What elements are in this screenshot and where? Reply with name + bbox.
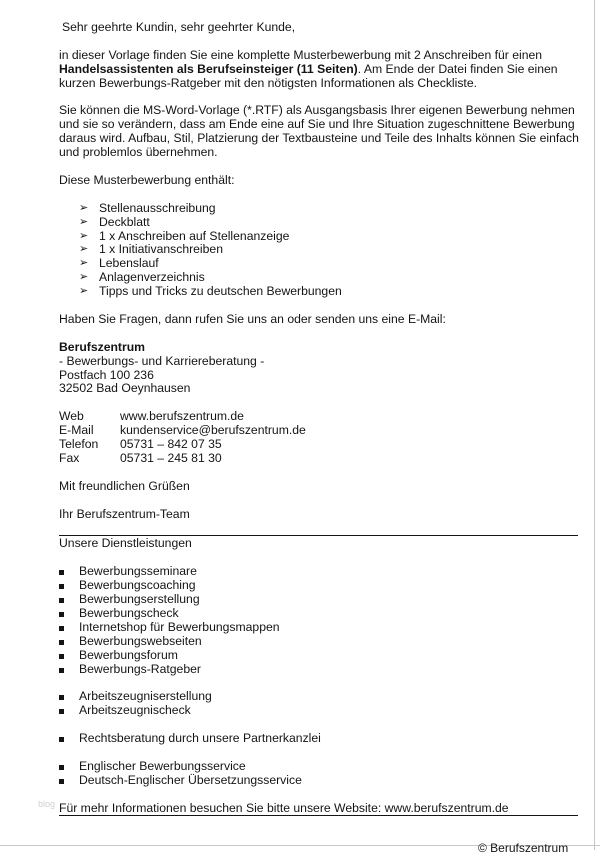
list-item: Deutsch-Englischer Übersetzungsservice <box>59 774 579 788</box>
square-bullet-icon <box>59 779 64 784</box>
arrow-bullet-icon: ➢ <box>79 257 89 270</box>
company-subtitle: - Bewerbungs- und Karriereberatung - <box>59 353 265 368</box>
contact-label: Web <box>59 409 84 424</box>
square-bullet-icon <box>59 695 64 700</box>
list-item: ➢ Deckblatt <box>79 214 150 229</box>
watermark-text: blog <box>38 799 56 809</box>
list-item: ➢ Lebenslauf <box>79 256 159 271</box>
usage-line-4: und problemlos übernehmen. <box>59 145 218 160</box>
intro-line-2 <box>59 63 579 77</box>
arrow-bullet-icon: ➢ <box>79 285 89 298</box>
list-item: ➢ Stellenausschreibung <box>79 200 216 215</box>
contact-label: Telefon <box>59 437 99 452</box>
intro-line-3: kurzen Bewerbungs-Ratgeber mit den nötigsten Informationen als Checkliste. <box>59 75 477 90</box>
arrow-bullet-icon: ➢ <box>79 201 89 214</box>
square-bullet-icon <box>59 570 64 575</box>
company-name: Berufszentrum <box>59 339 146 354</box>
services-heading: Unsere Dienstleistungen <box>59 536 192 551</box>
list-item: Bewerbungs-Ratgeber <box>59 663 579 677</box>
services-list-4 <box>59 760 579 788</box>
letter-body <box>59 21 579 816</box>
square-bullet-icon <box>59 626 64 631</box>
intro-line-2-rest: . Am Ende der Datei finden Sie einen <box>357 61 558 76</box>
list-item: ➢ Anlagenverzeichnis <box>79 270 205 285</box>
company-city: 32502 Bad Oeynhausen <box>59 381 191 396</box>
contact-label: E-Mail <box>59 423 94 438</box>
square-bullet-icon <box>59 765 64 770</box>
arrow-bullet-icon: ➢ <box>79 215 89 228</box>
signature: Ihr Berufszentrum-Team <box>59 506 190 521</box>
list-item: ➢ 1 x Anschreiben auf Stellenanzeige <box>79 228 290 243</box>
arrow-bullet-icon: ➢ <box>79 243 89 256</box>
list-item: Internetshop für Bewerbungsmappen <box>59 621 579 635</box>
intro-line-1: in dieser Vorlage finden Sie eine komplette Musterbewerbung mit 2 Anschreiben für einen <box>59 47 543 62</box>
list-item: Bewerbungserstellung <box>59 593 579 607</box>
arrow-bullet-icon: ➢ <box>79 229 89 242</box>
list-item: Englischer Bewerbungsservice <box>59 760 579 774</box>
email-link[interactable]: kundenservice@berufszentrum.de <box>120 423 306 438</box>
square-bullet-icon <box>59 584 64 589</box>
square-bullet-icon <box>59 737 64 742</box>
phone-value: 05731 – 842 07 35 <box>120 437 222 452</box>
contact-phone <box>59 438 579 452</box>
services-list-1 <box>59 565 579 676</box>
copyright-text: © Berufszentrum <box>478 841 569 855</box>
closing: Mit freundlichen Grüßen <box>59 478 190 493</box>
arrow-bullet-icon: ➢ <box>79 271 89 284</box>
footer-note: Für mehr Informationen besuchen Sie bitte unsere Website: www.berufszentrum.de <box>59 800 509 815</box>
square-bullet-icon <box>59 640 64 645</box>
page-border-right <box>594 0 595 850</box>
contact-label: Fax <box>59 450 80 465</box>
questions-text: Haben Sie Fragen, dann rufen Sie uns an oder senden uns eine E-Mail: <box>59 311 446 326</box>
greeting: Sehr geehrte Kundin, sehr geehrter Kunde, <box>62 20 296 34</box>
list-item: Bewerbungsseminare <box>59 565 579 579</box>
list-item: Bewerbungswebseiten <box>59 635 579 649</box>
list-item: ➢ 1 x Initiativanschreiben <box>79 242 223 257</box>
services-list-3 <box>59 732 579 746</box>
square-bullet-icon <box>59 612 64 617</box>
contact-email <box>59 424 579 438</box>
square-bullet-icon <box>59 598 64 603</box>
usage-line-1: Sie können die MS-Word-Vorlage (*.RTF) als Ausgangsbasis Ihrer eigenen Bewerbung nehmen <box>59 103 575 118</box>
list-item: Arbeitszeugniserstellung <box>59 690 579 704</box>
usage-line-2: und sie so verändern, dass am Ende eine auf Sie und Ihre Situation zugeschnittene Bewerbung <box>59 117 575 132</box>
contact-fax <box>59 452 579 466</box>
services-list-2 <box>59 690 579 718</box>
square-bullet-icon <box>59 654 64 659</box>
intro-highlight: Handelsassistenten als Berufseinsteiger (11 Seiten) <box>59 61 358 76</box>
contents-list <box>59 202 579 299</box>
list-item: Rechtsberatung durch unsere Partnerkanzlei <box>59 732 579 746</box>
square-bullet-icon <box>59 668 64 673</box>
contents-heading: Diese Musterbewerbung enthält: <box>59 172 235 187</box>
square-bullet-icon <box>59 709 64 714</box>
web-link[interactable]: www.berufszentrum.de <box>120 409 244 424</box>
list-item: Arbeitszeugnischeck <box>59 704 579 718</box>
divider-bottom <box>59 815 578 816</box>
fax-value: 05731 – 245 81 30 <box>120 450 222 465</box>
list-item: Bewerbungscheck <box>59 607 579 621</box>
usage-line-3: daraus wird. Aufbau, Stil, Platzierung der Textbausteine und Teile des Inhalts können Sie einfach <box>59 131 579 146</box>
contact-web <box>59 410 579 424</box>
list-item: ➢ Tipps und Tricks zu deutschen Bewerbungen <box>79 284 342 299</box>
list-item: Bewerbungsforum <box>59 649 579 663</box>
company-postbox: Postfach 100 236 <box>59 367 154 382</box>
list-item: Bewerbungscoaching <box>59 579 579 593</box>
